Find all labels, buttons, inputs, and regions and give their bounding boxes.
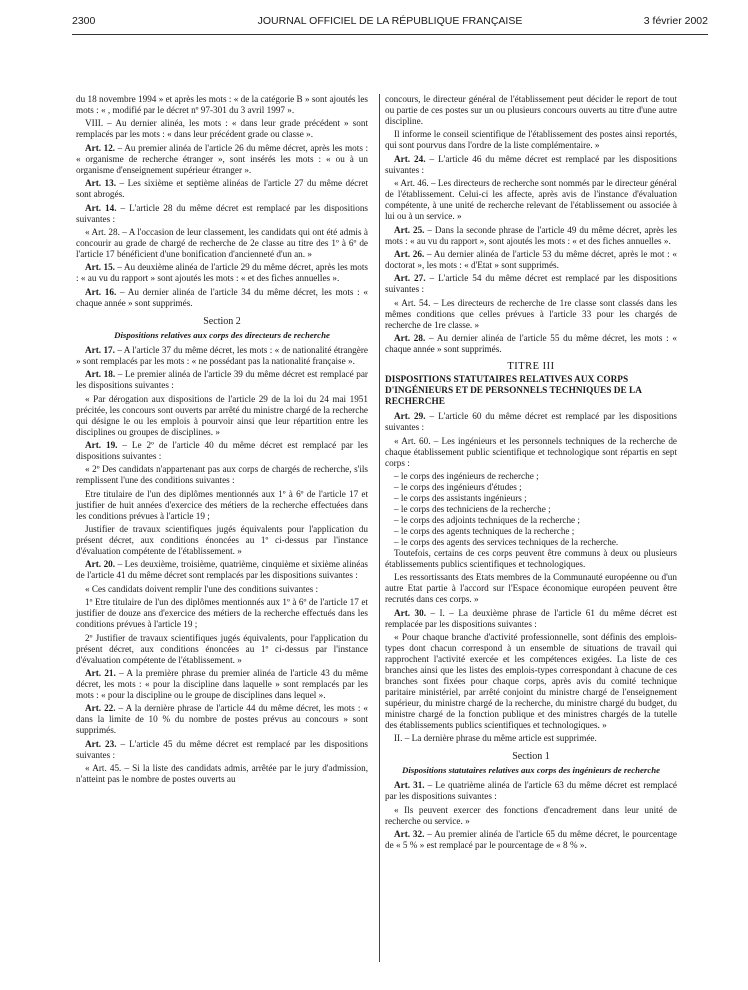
article-text: – Les sixième et septième alinéas de l'article 27 du même décret sont abrogés.	[76, 178, 368, 200]
article-text: – L'article 54 du même décret est remplacé par les dispositions suivantes :	[385, 273, 677, 295]
paragraph: 1º Etre titulaire de l'un des diplômes mentionnés aux 1º à 6º de l'article 17 et justifier de douze ans d'exercice des métiers de la recherche effectués dans les conditions prévues à l'article 19 ;	[76, 597, 368, 630]
paragraph: « Art. 46. – Les directeurs de recherche sont nommés par le directeur général de l'établissement. Celui-ci les affecte, après avis de l'instance d'évaluation compétente, à une unité de recherche relevant de l'établissement ou associée à lui ou à un service. »	[385, 178, 677, 222]
paragraph: « Art. 28. – A l'occasion de leur classement, les candidats qui ont été admis à concourir au grade de chargé de recherche de 2e classe au titre des 1º à 6º de l'article 17 bénéficient d'une bonification d'ancienneté d'un an. »	[76, 226, 368, 259]
article-label: Art. 21.	[85, 668, 116, 679]
article-text: – Le quatrième alinéa de l'article 63 du même décret est remplacé par les dispositions suivantes :	[385, 780, 677, 802]
paragraph: du 18 novembre 1994 » et après les mots : « de la catégorie B » sont ajoutés les mots : « , modifié par le décret nº 97-301 du 3 avril 1997 ».	[76, 94, 368, 115]
paragraph: « Pour chaque branche d'activité professionnelle, sont définis des emplois-types dont chacun correspond à un ensemble de situations de travail qui rapprochent l'activité exercée et les compétences exigées. La liste de ces branches ainsi que les listes des emplois-types correspondant à chacune de ces branches sont fixées pour chaque corps, après avis du comité technique paritaire ministériel, par arrêté conjoint du ministre chargé de l'enseignement supérieur, du ministre chargé de la recherche, du ministre chargé du budget, du ministre chargé de la fonction publique et des ministres chargés de la tutelle des établissements publics scientifiques et technologiques. »	[385, 632, 677, 731]
article-label: Art. 28.	[394, 333, 426, 344]
article-label: Art. 16.	[85, 286, 117, 297]
article-text: – L'article 28 du même décret est remplacé par les dispositions suivantes :	[76, 202, 368, 224]
article-paragraph	[385, 608, 677, 630]
article-text: – I. – La deuxième phrase de l'article 61 du même décret est remplacée par les dispositions suivantes :	[385, 607, 677, 629]
article-text: – L'article 60 du même décret est remplacé par les dispositions suivantes :	[385, 411, 677, 433]
article-paragraph	[76, 178, 368, 200]
paragraph: « Par dérogation aux dispositions de l'article 29 de la loi du 24 mai 1951 précitée, les concours sont ouverts par arrêté du ministre chargé de la recherche qui désigne le ou les emplois à pourvoir ainsi que leur répartition entre les disciplines ou groupes de disciplines. »	[76, 393, 368, 437]
article-paragraph	[385, 249, 677, 271]
article-paragraph	[76, 739, 368, 761]
article-paragraph	[76, 668, 368, 701]
paragraph: Justifier de travaux scientifiques jugés équivalents pour l'application du présent décret, aux conditions énoncées au 1º ci-dessus par l'instance d'évaluation compétente de l'établissement. »	[76, 524, 368, 557]
article-text: – A la dernière phrase de l'article 44 du même décret, les mots : « dans la limite de 10 % du nombre de postes prévus au concours » sont supprimés.	[76, 703, 368, 736]
article-text: – Les deuxième, troisième, quatrième, cinquième et sixième alinéas de l'article 41 du même décret sont remplacés par les dispositions suivantes :	[76, 559, 368, 581]
section-heading: Section 1	[512, 751, 550, 763]
article-paragraph	[76, 287, 368, 309]
paragraph: « Ces candidats doivent remplir l'une des conditions suivantes :	[85, 583, 319, 594]
article-paragraph	[385, 225, 677, 247]
header-rule	[72, 34, 708, 35]
article-label: Art. 29.	[394, 411, 426, 422]
paragraph: « Ils peuvent exercer des fonctions d'encadrement dans leur unité de recherche ou service. »	[385, 804, 677, 826]
article-label: Art. 22.	[85, 703, 116, 714]
article-text: – Au premier alinéa de l'article 65 du même décret, le pourcentage de « 5 % » est remplacé par le pourcentage de « 8 % ».	[385, 829, 677, 851]
section-subtitle: Dispositions relatives aux corps des directeurs de recherche	[114, 329, 330, 340]
issue-date: 3 février 2002	[643, 15, 708, 27]
article-label: Art. 19.	[85, 439, 118, 450]
article-paragraph	[385, 780, 677, 802]
paragraph: Toutefois, certains de ces corps peuvent être communs à deux ou plusieurs établissements publics scientifiques et technologiques.	[385, 547, 677, 569]
article-text: – Au dernier alinéa de l'article 55 du même décret, les mots : « chaque année » sont supprimés.	[385, 333, 677, 355]
article-label: Art. 26.	[394, 248, 425, 259]
paragraph: 2º Justifier de travaux scientifiques jugés équivalents, pour l'application du présent décret, aux conditions énoncées au 1º ci-dessus par l'instance d'évaluation compétente de l'établissement. »	[76, 632, 368, 665]
article-label: Art. 27.	[394, 273, 426, 284]
article-text: – Dans la seconde phrase de l'article 49 du même décret, après les mots : « au vu du rapport », sont ajoutés les mots : « et des fiches annuelles ».	[385, 224, 677, 246]
article-paragraph	[76, 440, 368, 462]
list-item: – le corps des ingénieurs de recherche ;	[385, 471, 677, 482]
section-subtitle: Dispositions statutaires relatives aux corps des ingénieurs de recherche	[401, 765, 661, 776]
article-paragraph	[76, 559, 368, 581]
titre-heading: TITRE III	[507, 361, 555, 373]
corps-list	[385, 471, 677, 548]
paragraph: Etre titulaire de l'un des diplômes mentionnés aux 1º à 6º de l'article 17 et justifier de huit années d'exercice des métiers de la recherche effectuées dans les conditions prévues à l'article 19 ;	[76, 488, 368, 521]
article-text: – Au dernier alinéa de l'article 53 du même décret, après le mot : « doctorat », les mots : « d'Etat » sont supprimés.	[385, 248, 677, 270]
article-text: – Au premier alinéa de l'article 26 du même décret, après les mots : « organisme de recherche étranger », sont insérés les mots : « ou à un organisme d'enseignement supérieur étranger ».	[76, 142, 368, 175]
list-item: – le corps des ingénieurs d'études ;	[385, 482, 677, 493]
article-paragraph	[385, 829, 677, 851]
article-text: – Au deuxième alinéa de l'article 29 du même décret, après les mots : « au vu du rapport » sont ajoutés les mots : « et des fiches annuelles ».	[76, 262, 369, 284]
article-label: Art. 20.	[85, 559, 116, 570]
list-item: – le corps des techniciens de la recherche ;	[385, 504, 677, 515]
article-paragraph	[385, 333, 677, 355]
article-text: – A la première phrase du premier alinéa de l'article 43 du même décret, les mots : « pour la discipline dans laquelle » sont remplacés par les mots : « pour la discipline ou le groupe de disciplines dans lequel ».	[76, 668, 368, 701]
article-paragraph	[76, 703, 368, 736]
article-text: – Au dernier alinéa de l'article 34 du même décret, les mots : « chaque année » sont supprimés.	[76, 286, 368, 308]
article-paragraph	[76, 143, 368, 176]
titre-subtitle: DISPOSITIONS STATUTAIRES RELATIVES AUX CORPS D'INGÉNIEURS ET DE PERSONNELS TECHNIQUES DE LA RECHERCHE	[385, 375, 642, 408]
article-paragraph	[76, 345, 368, 367]
page-header	[72, 15, 708, 31]
list-item: – le corps des agents techniques de la recherche ;	[385, 526, 677, 537]
article-label: Art. 23.	[85, 738, 117, 749]
article-paragraph	[76, 203, 368, 225]
article-paragraph	[76, 369, 368, 391]
paragraph: « Art. 45. – Si la liste des candidats admis, arrêtée par le jury d'admission, n'atteint pas le nombre de postes ouverts au	[76, 763, 368, 785]
article-label: Art. 25.	[394, 224, 425, 235]
article-paragraph	[76, 262, 368, 284]
page-number: 2300	[72, 15, 96, 27]
article-text: – L'article 46 du même décret est remplacé par les dispositions suivantes :	[385, 153, 677, 175]
paragraph: Il informe le conseil scientifique de l'établissement des postes ainsi reportés, qui sont pourvus dans l'ordre de la liste complémentaire. »	[385, 129, 677, 151]
paragraph: Les ressortissants des Etats membres de la Communauté européenne ou d'un autre Etat partie à l'accord sur l'Espace économique européen peuvent être recrutés dans ces corps. »	[385, 572, 677, 605]
list-item: – le corps des adjoints techniques de la recherche ;	[385, 515, 677, 526]
article-label: Art. 24.	[394, 153, 426, 164]
journal-title: JOURNAL OFFICIEL DE LA RÉPUBLIQUE FRANÇAISE	[257, 15, 523, 27]
paragraph: II. – La dernière phrase du même article est supprimée.	[394, 733, 597, 744]
paragraph: « Art. 60. – Les ingénieurs et les personnels techniques de la recherche de chaque établissement public scientifique et technologique sont répartis en sept corps :	[385, 435, 677, 468]
article-label: Art. 17.	[85, 344, 115, 355]
article-label: Art. 18.	[85, 369, 116, 380]
article-text: – A l'article 37 du même décret, les mots : « de nationalité étrangère » sont remplacés par les mots : « ne possédant pas la nationalité française ».	[76, 344, 368, 366]
article-label: Art. 30.	[394, 607, 426, 618]
right-column	[385, 94, 677, 854]
paragraph: « 2º Des candidats n'appartenant pas aux corps de chargés de recherche, s'ils remplissent l'une des conditions suivantes :	[76, 464, 368, 486]
list-item: – le corps des assistants ingénieurs ;	[385, 493, 677, 504]
article-text: – L'article 45 du même décret est remplacé par les dispositions suivantes :	[76, 738, 368, 760]
list-item: – le corps des agents des services techniques de la recherche.	[385, 537, 677, 548]
article-label: Art. 15.	[85, 262, 115, 273]
article-label: Art. 32.	[394, 829, 425, 840]
article-label: Art. 13.	[85, 178, 117, 189]
section-heading: Section 2	[203, 315, 241, 327]
article-text: – Le 2º de l'article 40 du même décret est remplacé par les dispositions suivantes :	[76, 439, 368, 461]
article-label: Art. 14.	[85, 202, 117, 213]
article-paragraph	[385, 411, 677, 433]
article-text: – Le premier alinéa de l'article 39 du même décret est remplacé par les dispositions suivantes :	[76, 369, 368, 391]
left-column	[76, 94, 368, 788]
column-divider	[379, 94, 380, 962]
article-paragraph	[385, 154, 677, 176]
paragraph: « Art. 54. – Les directeurs de recherche de 1re classe sont classés dans les mêmes conditions que celles prévues à l'article 33 pour les chargés de recherche de 1re classe. »	[385, 297, 677, 330]
paragraph: concours, le directeur général de l'établissement peut décider le report de tout ou partie de ces postes sur un ou plusieurs concours ouverts au titre d'une autre discipline.	[385, 94, 677, 126]
article-label: Art. 12.	[85, 142, 116, 153]
article-paragraph	[385, 273, 677, 295]
article-label: Art. 31.	[394, 780, 425, 791]
paragraph: VIII. – Au dernier alinéa, les mots : « dans leur grade précédent » sont remplacés par les mots : « dans leur précédent grade ou classe ».	[76, 118, 368, 140]
